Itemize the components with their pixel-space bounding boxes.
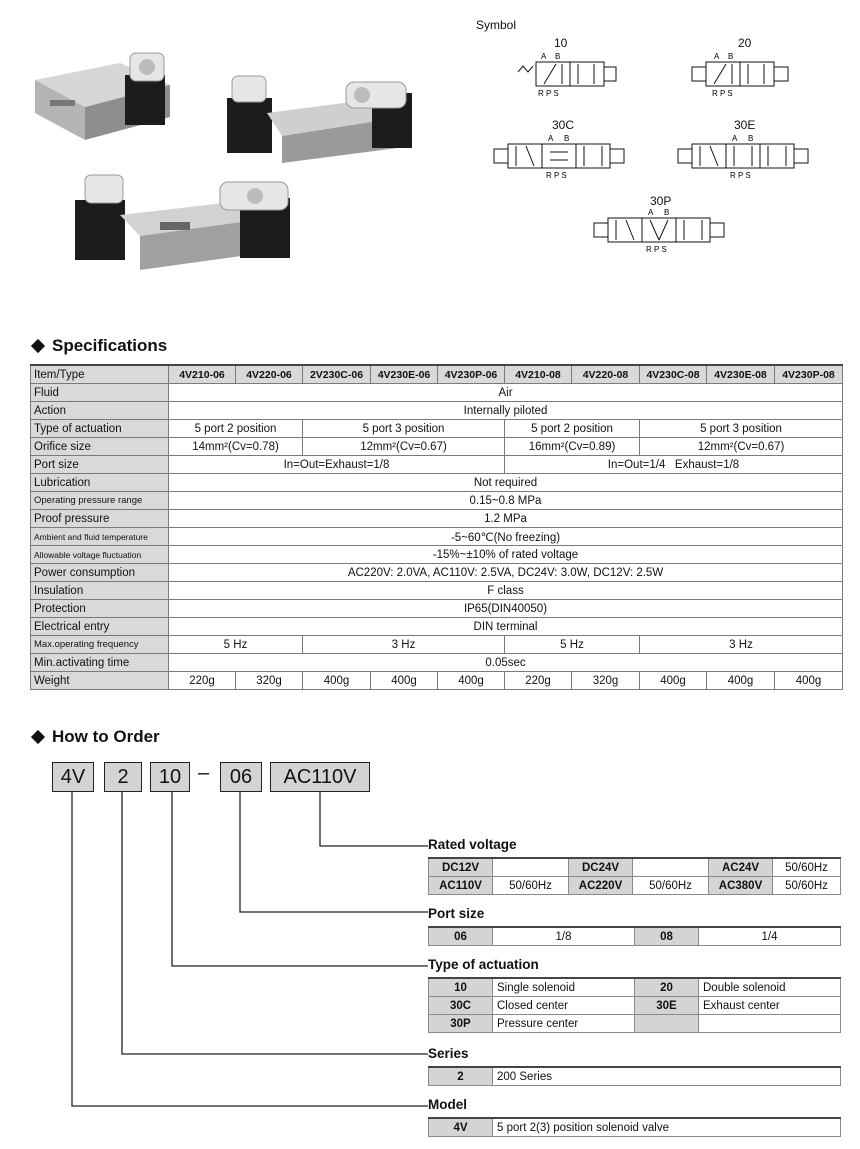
rated-voltage-table [428, 857, 841, 895]
code-box-port: 06 [220, 762, 262, 792]
table-row: 06 1/8 08 1/4 [429, 927, 841, 946]
spec-row-weight: Weight 220g 320g 400g 400g 400g 220g 320g 400g 400g 400g [31, 672, 843, 690]
svg-text:B: B [664, 208, 670, 217]
spec-row-action: Action Internally piloted [31, 402, 843, 420]
svg-text:A: A [541, 52, 547, 61]
svg-text:A: A [732, 134, 738, 143]
spec-row-pressure-range: Operating pressure range 0.15~0.8 MPa [31, 492, 843, 510]
spec-row-actuation: Type of actuation 5 port 2 position 5 port 3 position 5 port 2 position 5 port 3 position [31, 420, 843, 438]
table-row: 2 200 Series [429, 1067, 841, 1086]
svg-text:B: B [564, 134, 570, 143]
svg-text:B: B [555, 52, 561, 61]
table-row: 10 Single solenoid 20 Double solenoid [429, 978, 841, 997]
svg-text:A: A [548, 134, 554, 143]
series-table [428, 1066, 841, 1086]
spec-row-insulation: Insulation F class [31, 582, 843, 600]
port-size-label: Port size [428, 906, 485, 921]
spec-row-protection: Protection IP65(DIN40050) [31, 600, 843, 618]
how-to-order-heading: How to Order [30, 727, 160, 747]
symbol-title: Symbol [476, 18, 517, 32]
type-of-actuation-label: Type of actuation [428, 957, 539, 972]
spec-row-orifice: Orifice size 14mm²(Cv=0.78) 12mm²(Cv=0.67) 16mm²(Cv=0.89) 12mm²(Cv=0.67) [31, 438, 843, 456]
rated-voltage-label: Rated voltage [428, 837, 517, 852]
symbol-code-10: 10 [554, 36, 568, 50]
table-row: 4V 5 port 2(3) position solenoid valve [429, 1118, 841, 1137]
table-row: 30C Closed center 30E Exhaust center [429, 997, 841, 1015]
svg-text:R P S: R P S [646, 245, 667, 254]
spec-header-row: Item/Type 4V210-06 4V220-06 2V230C-06 4V230E-06 4V230P-06 4V210-08 4V220-08 4V230C-08 4V230E-08 4V230P-08 [31, 365, 843, 384]
code-box-series: 2 [104, 762, 142, 792]
spec-row-activating-time: Min.activating time 0.05sec [31, 654, 843, 672]
port-size-table [428, 926, 841, 946]
svg-text:R P S: R P S [730, 171, 751, 180]
series-label: Series [428, 1046, 469, 1061]
svg-text:R P S: R P S [538, 89, 559, 98]
svg-text:A: A [714, 52, 720, 61]
svg-text:B: B [748, 134, 754, 143]
spec-row-power: Power consumption AC220V: 2.0VA, AC110V: 2.5VA, DC24V: 3.0W, DC12V: 2.5W [31, 564, 843, 582]
svg-text:R P S: R P S [712, 89, 733, 98]
spec-row-proof-pressure: Proof pressure 1.2 MPa [31, 510, 843, 528]
type-of-actuation-table [428, 977, 841, 1033]
code-box-model: 4V [52, 762, 94, 792]
svg-text:B: B [728, 52, 734, 61]
table-row: DC12V DC24V AC24V 50/60Hz [429, 858, 841, 877]
table-row: 30P Pressure center [429, 1015, 841, 1033]
spec-row-fluid: Fluid Air [31, 384, 843, 402]
svg-text:A: A [648, 208, 654, 217]
spec-row-electrical-entry: Electrical entry DIN terminal [31, 618, 843, 636]
symbol-code-30p: 30P [650, 194, 672, 208]
symbol-code-20: 20 [738, 36, 752, 50]
spec-row-lubrication: Lubrication Not required [31, 474, 843, 492]
spec-row-voltage-fluctuation: Allowable voltage fluctuation -15%~±10% of rated voltage [31, 546, 843, 564]
model-label: Model [428, 1097, 467, 1112]
spec-row-temperature: Ambient and fluid temperature -5~60℃(No freezing) [31, 528, 843, 546]
table-row: AC110V 50/60Hz AC220V 50/60Hz AC380V 50/60Hz [429, 877, 841, 895]
code-box-voltage: AC110V [270, 762, 370, 792]
code-box-actuation: 10 [150, 762, 190, 792]
spec-row-port-size: Port size In=Out=Exhaust=1/8 In=Out=1/4 Exhaust=1/8 [31, 456, 843, 474]
model-table [428, 1117, 841, 1137]
symbol-code-30c: 30C [552, 118, 575, 132]
specifications-heading: Specifications [30, 336, 167, 356]
svg-text:R P S: R P S [546, 171, 567, 180]
spec-row-frequency: Max.operating frequency 5 Hz 3 Hz 5 Hz 3 Hz [31, 636, 843, 654]
symbol-code-30e: 30E [734, 118, 756, 132]
code-separator: – [198, 762, 210, 784]
